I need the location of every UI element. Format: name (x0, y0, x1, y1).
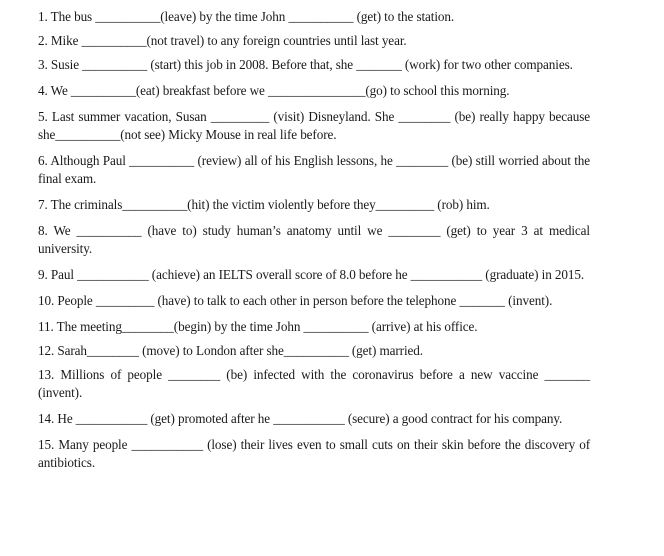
exercise-item-15 (38, 436, 590, 472)
exercise-item-13 (38, 366, 590, 402)
exercise-item-1 (38, 8, 590, 26)
exercise-item-5 (38, 108, 590, 144)
exercise-text: Paul ___________ (achieve) an IELTS overall score of 8.0 before he ___________ (graduate) in 2015. (50, 267, 585, 282)
exercise-text: Susie __________ (start) this job in 2008. Before that, she _______ (work) for two other companies. (50, 57, 573, 72)
exercise-item-7 (38, 196, 590, 214)
exercise-text: He ___________ (get) promoted after he ___________ (secure) a good contract for his company. (57, 411, 563, 426)
exercise-sheet (38, 8, 590, 472)
exercise-text: People _________ (have) to talk to each other in person before the telephone _______ (invent). (57, 293, 553, 308)
exercise-number: 6. (38, 153, 48, 168)
exercise-number: 10. (38, 293, 55, 308)
exercise-item-10 (38, 292, 590, 310)
exercise-text: Last summer vacation, Susan _________ (visit) Disneyland. She ________ (be) really happy because she__________(not see) Micky Mouse in real life before. (38, 109, 591, 142)
exercise-number: 2. (38, 33, 48, 48)
exercise-text: We __________ (have to) study human’s anatomy until we ________ (get) to year 3 at medical university. (38, 223, 590, 256)
exercise-text: Millions of people ________ (be) infected with the coronavirus before a new vaccine _______ (invent). (38, 367, 590, 400)
exercise-number: 9. (38, 267, 48, 282)
exercise-text: Although Paul __________ (review) all of his English lessons, he ________ (be) still worried about the final exam. (38, 153, 591, 186)
exercise-number: 4. (38, 83, 48, 98)
exercise-text: The criminals__________(hit) the victim violently before they_________ (rob) him. (50, 197, 490, 212)
exercise-number: 7. (38, 197, 48, 212)
exercise-text: The bus __________(leave) by the time John __________ (get) to the station. (50, 9, 455, 24)
exercise-number: 11. (38, 319, 54, 334)
exercise-number: 3. (38, 57, 48, 72)
exercise-item-14 (38, 410, 590, 428)
exercise-number: 1. (38, 9, 48, 24)
exercise-item-8 (38, 222, 590, 258)
exercise-item-6 (38, 152, 590, 188)
exercise-text: Many people ___________ (lose) their lives even to small cuts on their skin before the discovery of antibiotics. (38, 437, 590, 470)
exercise-item-11 (38, 318, 590, 336)
exercise-item-12 (38, 342, 590, 360)
exercise-number: 14. (38, 411, 55, 426)
exercise-number: 15. (38, 437, 55, 452)
exercise-item-4 (38, 82, 590, 100)
exercise-text: The meeting________(begin) by the time John __________ (arrive) at his office. (56, 319, 478, 334)
exercise-number: 13. (38, 367, 55, 382)
exercise-number: 8. (38, 223, 48, 238)
exercise-text: We __________(eat) breakfast before we _______________(go) to school this morning. (50, 83, 510, 98)
exercise-text: Sarah________ (move) to London after she__________ (get) married. (57, 343, 423, 358)
exercise-item-9 (38, 266, 590, 284)
exercise-number: 12. (38, 343, 55, 358)
exercise-item-2 (38, 32, 590, 50)
exercise-item-3 (38, 56, 590, 74)
exercise-text: Mike __________(not travel) to any foreign countries until last year. (50, 33, 407, 48)
exercise-number: 5. (38, 109, 48, 124)
